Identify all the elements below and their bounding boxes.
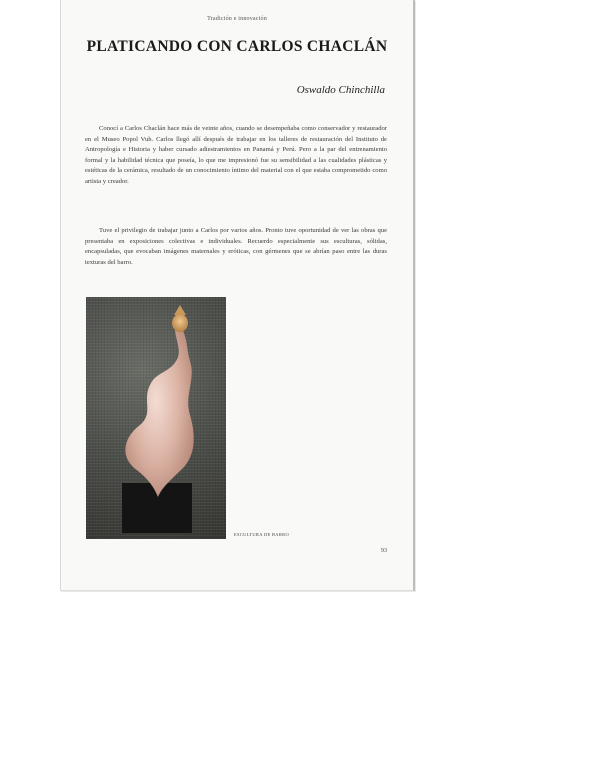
paragraph-2: Tuve el privilegio de trabajar junto a Carlos por varios años. Pronto tuve oportunidad de ver las obras que presentaba en exposiciones colectivas e individuales. Recuerdo especialmente sus esculturas, sólidas, encapsuladas, que evocaban imágenes maternales y eróticas, con gérmenes que se abrían paso entre las duras texturas del barro. — [85, 227, 387, 266]
paragraph-1: Conocí a Carlos Chaclán hace más de veinte años, cuando se desempeñaba como conservador y restaurador en el Museo Popol Vuh. Carlos llegó allí después de trabajar en los talleres de restauración del Instituto de Antropología e Historia y haber cursado adiestramientos en Panamá y Perú. Pero a la par del entrenamiento formal y la habilidad técnica que poseía, lo que me impresionó fue su sensibilidad a las cualidades plásticas y estéticas de la cerámica, resultado de un conocimiento íntimo del material con el que estaba comprometido como artista y creador. — [85, 125, 387, 185]
sculpture-photo — [86, 297, 226, 539]
article-author: Oswaldo Chinchilla — [296, 84, 385, 96]
running-header: Tradición e innovación — [207, 16, 267, 22]
page-number: 93 — [381, 548, 387, 554]
sculpture-body — [125, 323, 193, 497]
figure-caption: ESCULTURA DE BARRO — [234, 532, 289, 537]
article-title: PLATICANDO CON CARLOS CHACLÁN — [86, 38, 388, 55]
sculpture-image — [86, 297, 226, 539]
sculpture-crown — [172, 314, 188, 332]
document-page — [60, 0, 415, 591]
sculpture-tip — [174, 305, 186, 315]
